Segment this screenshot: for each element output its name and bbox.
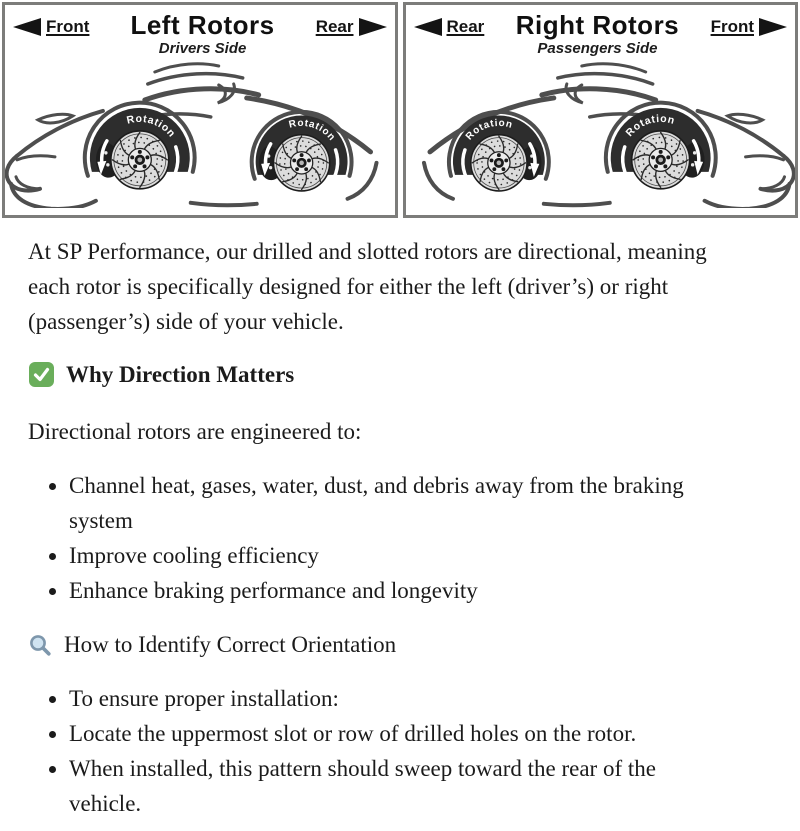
section-heading-why-direction-matters	[28, 361, 772, 388]
left-rotors-panel	[2, 2, 398, 218]
front-label: Front	[46, 17, 90, 36]
list-item: • Locate the uppermost slot or row of drilled holes on the rotor.	[69, 716, 709, 751]
rear-label: Rear	[315, 17, 354, 36]
front-arrow-icon	[13, 18, 41, 36]
intro-paragraph: At SP Performance, our drilled and slotted rotors are directional, meaning each rotor is specifically designed for either the left (driver’s) or right (passenger’s) side of your vehicle.	[28, 239, 707, 334]
panel-title: Left Rotors	[130, 10, 275, 40]
rotation-label: Rotation	[287, 117, 338, 144]
front-label: Front	[710, 17, 754, 36]
section-title: How to Identify Correct Orientation	[64, 632, 397, 657]
rotation-label: Rotation	[623, 113, 676, 140]
article-body	[0, 234, 800, 831]
installation-list	[28, 681, 772, 821]
section-heading-identify-orientation	[28, 632, 772, 658]
green-check-icon	[28, 361, 55, 388]
section-title: Why Direction Matters	[66, 361, 295, 387]
magnifying-glass-icon	[28, 633, 53, 658]
right-rotors-panel	[403, 2, 799, 218]
list-item: • To ensure proper installation:	[69, 681, 709, 716]
list-item: • When installed, this pattern should sweep toward the rear of the vehicle.	[69, 751, 709, 821]
right-car-illustration	[406, 58, 796, 208]
list-item: • Improve cooling efficiency	[69, 538, 709, 573]
rotation-label: Rotation	[463, 117, 514, 143]
rotor-direction-diagram[interactable]	[0, 0, 800, 218]
panel-subtitle: Passengers Side	[537, 40, 658, 58]
left-panel-header	[5, 5, 395, 57]
right-panel-header	[406, 5, 796, 57]
section-lead: Directional rotors are engineered to:	[28, 419, 362, 444]
panel-title: Right Rotors	[515, 10, 680, 40]
benefits-list	[28, 468, 772, 608]
front-arrow-icon	[759, 18, 787, 36]
list-item: • Channel heat, gases, water, dust, and debris away from the braking system	[69, 468, 709, 538]
rear-arrow-icon	[359, 18, 387, 36]
left-car-illustration	[5, 58, 395, 208]
panel-subtitle: Drivers Side	[158, 40, 247, 58]
rear-arrow-icon	[414, 18, 442, 36]
rear-label: Rear	[446, 17, 485, 36]
list-item: • Enhance braking performance and longevity	[69, 573, 709, 608]
rotation-label: Rotation	[125, 113, 178, 140]
